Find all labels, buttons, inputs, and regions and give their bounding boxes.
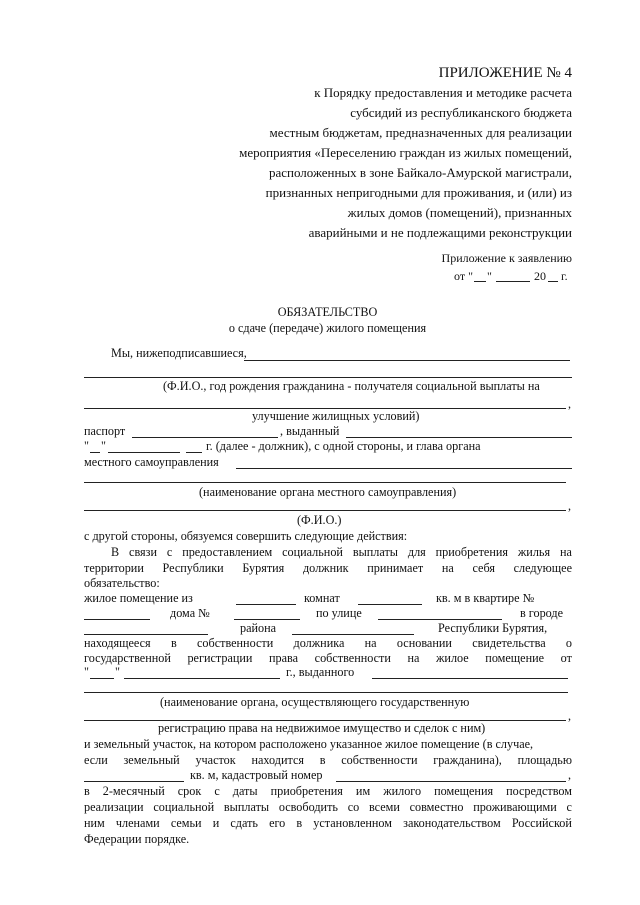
quote-close: " — [115, 665, 120, 679]
passport-line — [132, 437, 278, 438]
word: от — [560, 651, 572, 665]
republic-label: Республики Бурятия, — [438, 621, 548, 635]
debtor-text: г. (далее - должник), с одной стороны, и глава органа — [206, 439, 481, 453]
caption-housing: улучшение жилищных условий) — [252, 409, 420, 423]
header-line: субсидий из республиканского бюджета — [350, 105, 572, 120]
word: гражданина), — [433, 753, 502, 767]
word: реализации — [84, 800, 144, 814]
word: в — [319, 753, 326, 767]
date-month-line — [496, 281, 530, 282]
rooms-count-line — [236, 604, 296, 605]
term-line3 — [84, 817, 572, 829]
word: В — [111, 545, 120, 559]
word: срок — [177, 784, 202, 798]
header-line: мероприятия «Переселению граждан из жилых помещений, — [239, 145, 572, 160]
header-line: жилых домов (помещений), признанных — [347, 205, 572, 220]
passport-label: паспорт — [84, 424, 126, 438]
word: установленном — [313, 816, 393, 830]
year-line — [186, 452, 202, 453]
month-line — [108, 452, 180, 453]
word: находящееся — [84, 636, 151, 650]
word: должника — [293, 636, 345, 650]
dwelling-label: жилое помещение из — [84, 591, 193, 605]
word: должник — [302, 561, 349, 575]
document-title: ОБЯЗАТЕЛЬСТВО — [277, 305, 378, 319]
head-fio-line — [84, 510, 566, 511]
word: о — [565, 636, 572, 650]
date-year-line — [548, 281, 558, 282]
comma: , — [568, 397, 572, 411]
word: регистрации — [187, 651, 253, 665]
word: собственности — [341, 753, 418, 767]
word: принимает — [367, 561, 424, 575]
self-gov-line — [236, 468, 572, 469]
word: помещения — [434, 784, 494, 798]
caption-fio-citizen: (Ф.И.О., год рождения гражданина - получателя социальной выплаты на — [163, 379, 540, 393]
attachment-date-mid: " — [487, 269, 492, 283]
word: собственности — [197, 636, 274, 650]
district-label: района — [240, 621, 277, 635]
word: Бурятия — [242, 561, 285, 575]
word: с — [566, 800, 572, 814]
word: даты — [232, 784, 258, 798]
para1-line1 — [111, 546, 572, 558]
word: освободить — [278, 800, 338, 814]
word: и — [212, 816, 220, 830]
day-line — [90, 452, 100, 453]
signer-fio-line — [244, 360, 570, 361]
caption-reg-rights: регистрацию права на недвижимое имущество и сделок с ним) — [158, 721, 486, 735]
cadastre-label: кв. м, кадастровый номер — [190, 768, 323, 782]
reg-org-line — [84, 692, 568, 693]
district-line — [292, 634, 414, 635]
caption-fio-head: (Ф.И.О.) — [297, 513, 342, 527]
cadastre-line — [336, 781, 566, 782]
word: им — [355, 784, 371, 798]
word: основании — [396, 636, 452, 650]
term-line1 — [84, 785, 572, 797]
rooms-label: комнат — [304, 591, 340, 605]
area-line — [358, 604, 422, 605]
issued-by-line — [372, 678, 568, 679]
word: законодательством — [403, 816, 501, 830]
street-line — [378, 619, 502, 620]
word: в — [296, 816, 303, 830]
header-line: аварийными и не подлежащими реконструкции — [308, 225, 572, 240]
date-day-line — [474, 281, 486, 282]
quote-close: " — [101, 439, 106, 453]
word: с — [214, 784, 220, 798]
word: приобретения — [270, 784, 343, 798]
word: следующее — [513, 561, 572, 575]
document-subtitle: о сдаче (передаче) жилого помещения — [228, 321, 427, 335]
word: социальной — [282, 545, 343, 559]
word: совместно — [409, 800, 464, 814]
header-line: признанных непригодными для проживания, и (или) из — [265, 185, 572, 200]
word: жилья — [517, 545, 551, 559]
owned-line — [84, 637, 572, 649]
street-label: по улице — [316, 606, 362, 620]
word: земельный — [123, 753, 180, 767]
para1-line2 — [84, 562, 572, 574]
in-city-label: в городе — [520, 606, 564, 620]
land-area-line — [84, 781, 184, 782]
issued-line — [346, 437, 572, 438]
word: на — [364, 636, 377, 650]
word: ним — [84, 816, 105, 830]
comma: , — [568, 499, 572, 513]
issued-label: , выданный — [280, 424, 340, 438]
word: находится — [251, 753, 304, 767]
self-gov-label: местного самоуправления — [84, 455, 219, 469]
word: в — [170, 636, 177, 650]
word: выплаты — [223, 800, 270, 814]
house-no-label: дома № — [170, 606, 210, 620]
attachment-label: Приложение к заявлению — [441, 251, 572, 265]
land-line2 — [84, 754, 572, 766]
attachment-date-prefix: от " — [454, 269, 473, 283]
word: социальной — [153, 800, 215, 814]
word: со — [347, 800, 360, 814]
word: жилого — [383, 784, 422, 798]
word: проживающими — [473, 800, 557, 814]
word: Российской — [511, 816, 572, 830]
land-line1: и земельный участок, на котором расположено указанное жилое помещение (в случае, — [84, 737, 534, 751]
org-line — [84, 482, 566, 483]
word: если — [84, 753, 108, 767]
word: семьи — [170, 816, 202, 830]
word: помещение — [485, 651, 545, 665]
reg-month-line — [124, 678, 280, 679]
word: посредством — [506, 784, 572, 798]
sqm-apt-label: кв. м в квартире № — [436, 591, 535, 605]
header-line: расположенных в зоне Байкало-Амурской магистрали, — [268, 165, 572, 180]
word: связи — [129, 545, 157, 559]
registration-line — [84, 652, 572, 664]
word: с — [166, 545, 173, 559]
city-line — [84, 634, 208, 635]
year-issued-label: г., выданного — [286, 665, 355, 679]
word: 2-месячный — [102, 784, 165, 798]
word: территории — [84, 561, 144, 575]
house-number-line — [234, 619, 300, 620]
apt-number-line — [84, 619, 150, 620]
attachment-year: 20 — [534, 269, 546, 283]
caption-reg-org: (наименование органа, осуществляющего государственную — [160, 695, 470, 709]
signer-fio-line-2 — [84, 377, 572, 378]
header-line: к Порядку предоставления и методике расчета — [314, 85, 572, 100]
term-line4: Федерации порядке. — [84, 832, 190, 846]
appendix-title: ПРИЛОЖЕНИЕ № 4 — [438, 65, 572, 81]
word: площадью — [517, 753, 572, 767]
word: себя — [472, 561, 495, 575]
quote-open: " — [84, 665, 89, 679]
word: права — [269, 651, 299, 665]
word: сдать — [230, 816, 258, 830]
word: для — [407, 545, 426, 559]
term-line2 — [84, 801, 572, 813]
we-signed-label: Мы, нижеподписавшиеся, — [111, 346, 247, 360]
word: жилое — [436, 651, 469, 665]
word: на — [441, 561, 454, 575]
word: собственности — [314, 651, 391, 665]
comma: , — [568, 709, 572, 723]
word: выплаты — [352, 545, 398, 559]
word: государственной — [84, 651, 171, 665]
caption-org: (наименование органа местного самоуправления) — [199, 485, 457, 499]
attachment-date-suffix: г. — [561, 269, 568, 283]
word: его — [269, 816, 286, 830]
header-line: местным бюджетам, предназначенных для реализации — [269, 125, 572, 140]
word: в — [84, 784, 90, 798]
word: на — [559, 545, 572, 559]
quote-open: " — [84, 439, 89, 453]
obligation-label: обязательство: — [84, 576, 160, 590]
other-side-text: с другой стороны, обязуемся совершить следующие действия: — [84, 529, 408, 543]
word: на — [407, 651, 420, 665]
word: Республики — [162, 561, 224, 575]
comma: , — [568, 768, 572, 782]
word: свидетельства — [472, 636, 546, 650]
word: всеми — [368, 800, 400, 814]
word: участок — [195, 753, 236, 767]
word: членами — [115, 816, 160, 830]
word: предоставлением — [182, 545, 273, 559]
word: приобретения — [435, 545, 508, 559]
reg-day-line — [90, 678, 114, 679]
